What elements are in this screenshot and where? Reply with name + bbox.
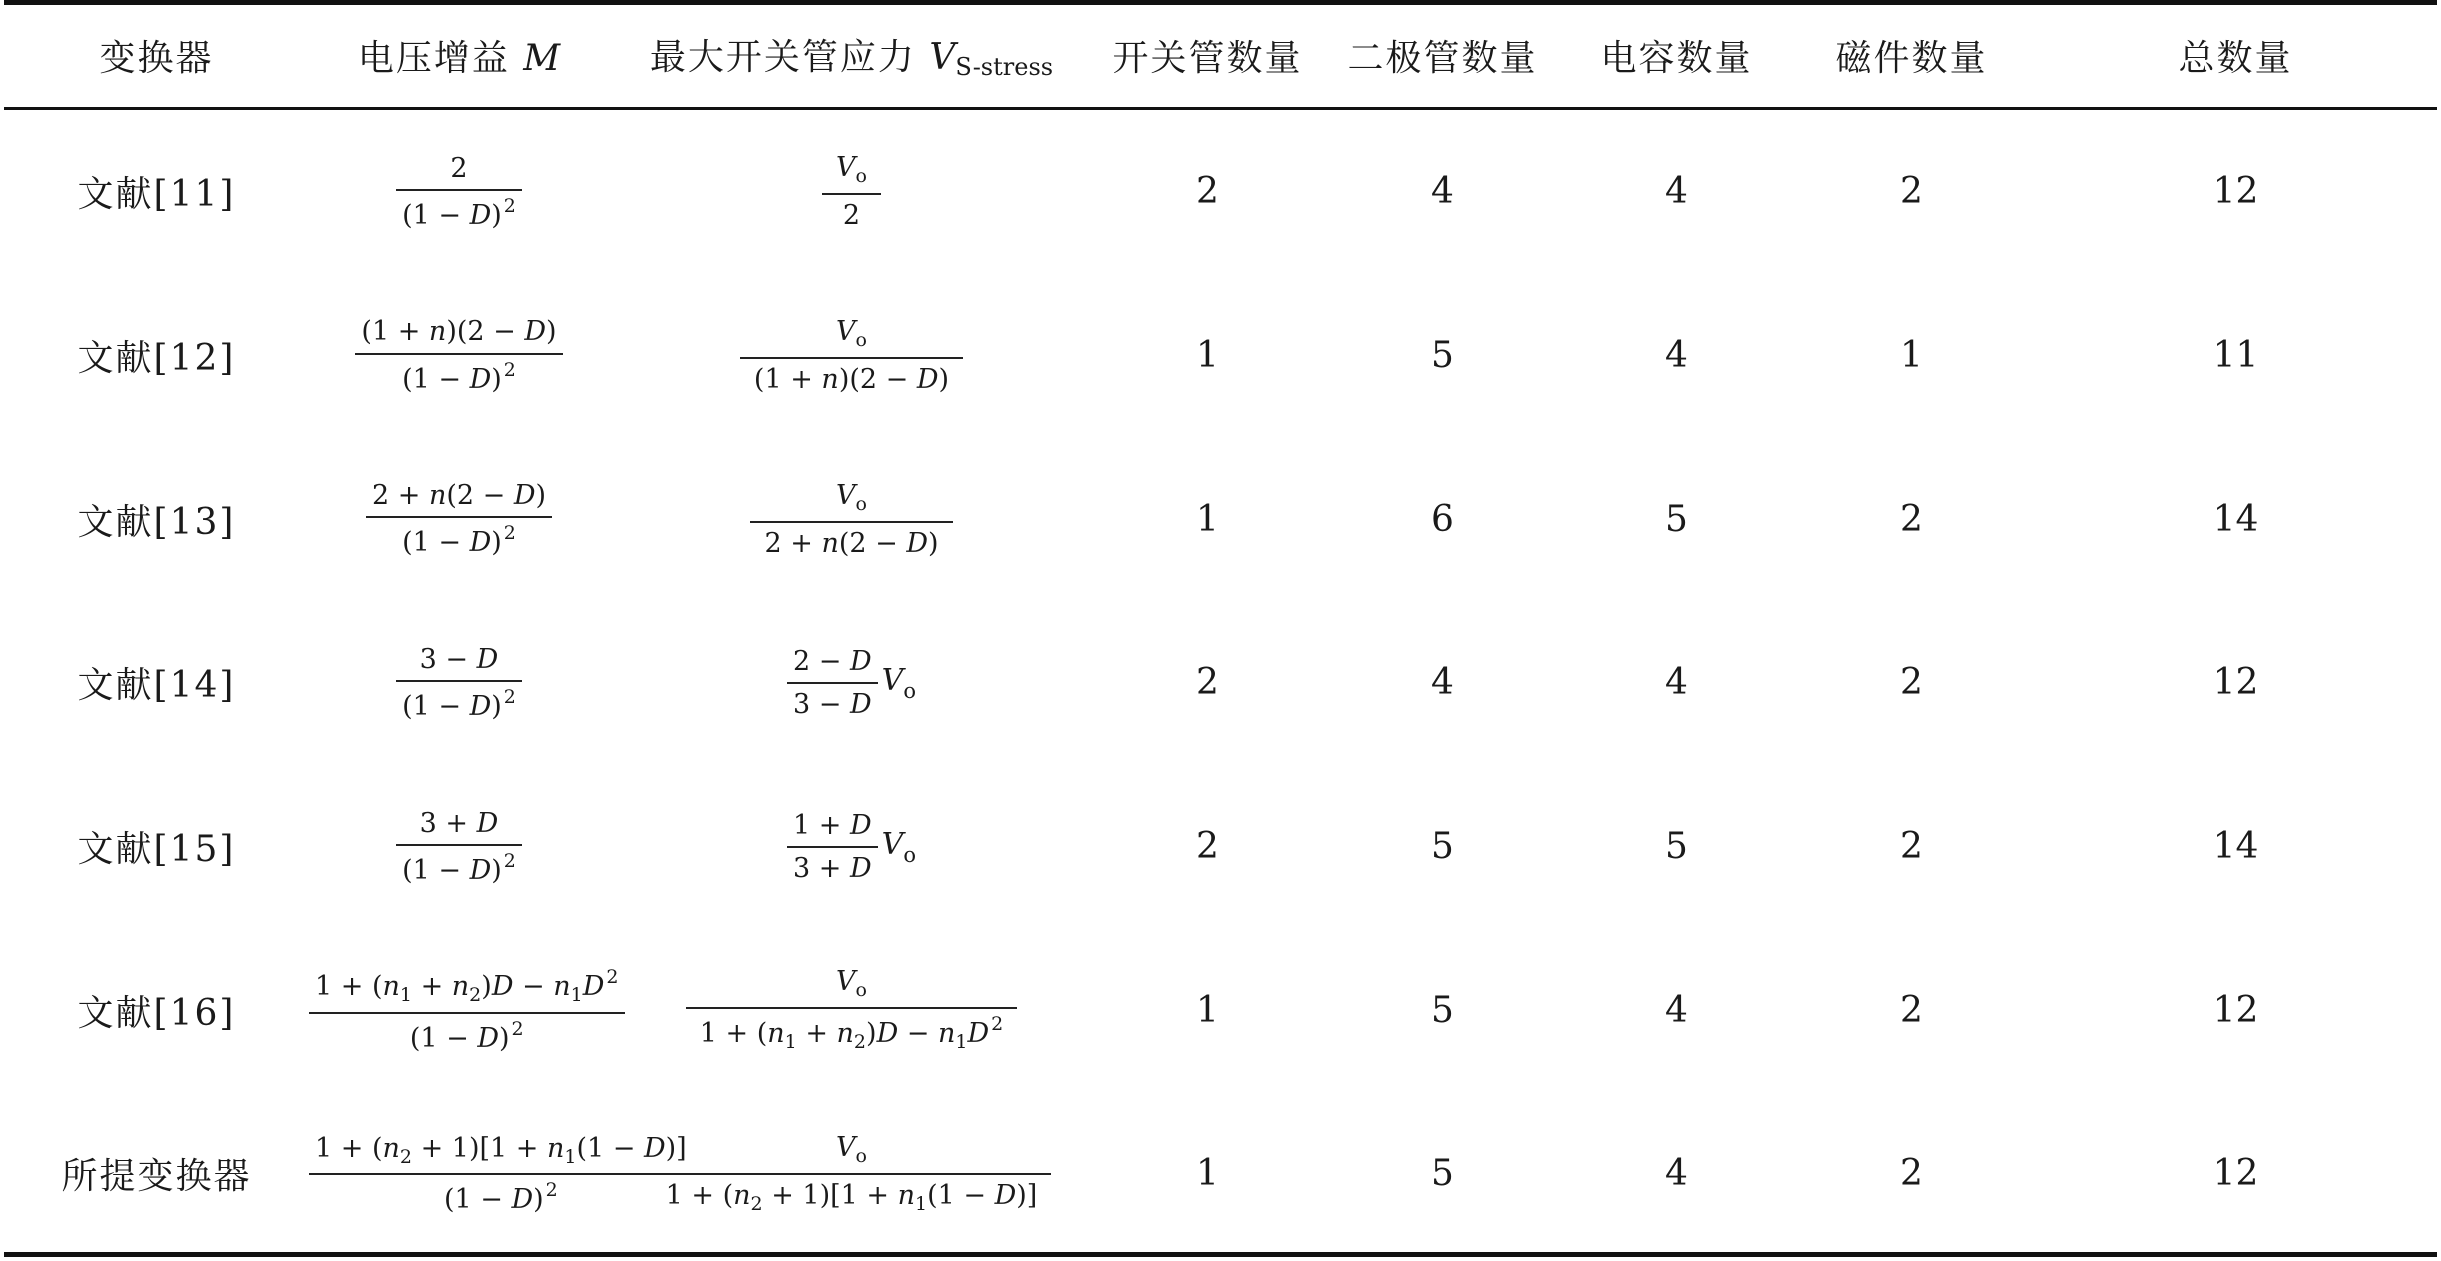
header-capacitors: 电容数量 [1600, 37, 1753, 79]
stress-formula: $\frac{V_o}{1 + (n_1 + n_2)D - n_1D ^2}$ [694, 966, 1010, 1054]
total-count: 14 [2212, 826, 2259, 868]
diode-count: 5 [1431, 1153, 1454, 1195]
total-count: 12 [2212, 1153, 2259, 1195]
gain-cell [309, 274, 609, 438]
stress-formula: $\frac{V_o}{2}$ [830, 152, 873, 231]
table-row [4, 765, 2437, 929]
diode-count: 5 [1431, 826, 1454, 868]
header-gain [309, 0, 609, 110]
diode-count: 5 [1431, 335, 1454, 377]
table-row [4, 110, 2437, 274]
table-row [4, 928, 2437, 1092]
converter-name: 文献[12] [77, 338, 236, 380]
header-converter: 变换器 [99, 37, 214, 79]
stress-cell [609, 437, 1094, 601]
header-row [4, 0, 2437, 110]
header-switches: 开关管数量 [1112, 37, 1303, 79]
gain-formula: $\frac{(1 + n)(2 - D)}{(1 - D) ^2}$ [355, 316, 562, 394]
gain-cell [309, 928, 619, 1092]
capacitor-count: 4 [1665, 1153, 1688, 1195]
stress-cell [609, 601, 1094, 765]
switch-count: 1 [1196, 335, 1219, 377]
total-count: 12 [2212, 989, 2259, 1031]
switch-count: 1 [1196, 989, 1219, 1031]
table-row [4, 1092, 2437, 1256]
header-stress-label: 最大开关管应力 [649, 37, 916, 78]
header-stress [609, 0, 1094, 110]
gain-cell [309, 601, 609, 765]
switch-count: 2 [1196, 826, 1219, 868]
converter-name: 文献[16] [77, 992, 236, 1034]
header-stress-sub: S-stress [955, 53, 1054, 81]
capacitor-count: 4 [1665, 989, 1688, 1031]
stress-cell [609, 765, 1094, 929]
stress-formula: $\frac{V_o}{2 + n(2 - D)}$ [758, 480, 944, 559]
converter-name: 所提变换器 [61, 1156, 252, 1198]
table-row [4, 274, 2437, 438]
magnetic-count: 2 [1900, 826, 1923, 868]
stress-cell [609, 1092, 1094, 1256]
gain-formula: $\frac{1 + (n_2 + 1)[1 + n_1(1 - D)]}{(1 - D) ^2}$ [309, 1133, 693, 1216]
stress-formula: $\frac{2 - D}{3 - D}$ [787, 646, 878, 720]
magnetic-count: 2 [1900, 171, 1923, 213]
gain-formula: $\frac{3 + D}{(1 - D) ^2}$ [396, 808, 522, 886]
diode-count: 4 [1431, 171, 1454, 213]
capacitor-count: 4 [1665, 171, 1688, 213]
capacitor-count: 5 [1665, 826, 1688, 868]
capacitor-count: 5 [1665, 498, 1688, 540]
magnetic-count: 2 [1900, 662, 1923, 704]
gain-formula: $\frac{1 + (n_1 + n_2)D - n_1D ^2}{(1 - D) ^2}$ [309, 967, 625, 1054]
gain-cell [309, 1092, 687, 1256]
magnetic-count: 1 [1900, 335, 1923, 377]
header-stress-symbol: V [929, 37, 956, 78]
header-magnetics: 磁件数量 [1835, 37, 1988, 79]
stress-cell [609, 110, 1094, 274]
stress-tail-vo: $V_o$ [881, 826, 916, 867]
stress-formula: $\frac{V_o}{1 + (n_2 + 1)[1 + n_1(1 - D)]}$ [660, 1132, 1044, 1216]
gain-formula: $\frac{2 + n(2 - D)}{(1 - D) ^2}$ [366, 480, 552, 558]
gain-cell [309, 765, 609, 929]
switch-count: 2 [1196, 171, 1219, 213]
converter-name: 文献[11] [77, 174, 236, 216]
table-row [4, 601, 2437, 765]
total-count: 14 [2212, 498, 2259, 540]
diode-count: 5 [1431, 989, 1454, 1031]
gain-cell [309, 437, 609, 601]
gain-cell [309, 110, 609, 274]
capacitor-count: 4 [1665, 662, 1688, 704]
total-count: 12 [2212, 662, 2259, 704]
header-gain-label: 电压增益 [357, 37, 510, 79]
gain-formula: $\frac{3 - D}{(1 - D) ^2}$ [396, 644, 522, 722]
stress-tail-vo: $V_o$ [881, 662, 916, 703]
switch-count: 2 [1196, 662, 1219, 704]
header-total: 总数量 [2178, 37, 2293, 79]
magnetic-count: 2 [1900, 989, 1923, 1031]
header-diodes: 二极管数量 [1347, 37, 1538, 79]
total-count: 12 [2212, 171, 2259, 213]
diode-count: 6 [1431, 498, 1454, 540]
converter-comparison-table [4, 0, 2437, 1256]
stress-formula: $\frac{1 + D}{3 + D}$ [787, 810, 878, 884]
converter-name: 文献[14] [77, 665, 236, 707]
switch-count: 1 [1196, 1153, 1219, 1195]
header-gain-symbol: M [523, 37, 561, 79]
stress-cell [609, 928, 1094, 1092]
converter-name: 文献[15] [77, 829, 236, 871]
stress-cell [609, 274, 1094, 438]
magnetic-count: 2 [1900, 498, 1923, 540]
converter-name: 文献[13] [77, 501, 236, 543]
capacitor-count: 4 [1665, 335, 1688, 377]
stress-formula: $\frac{V_o}{(1 + n)(2 - D)}$ [748, 316, 955, 395]
table-row [4, 437, 2437, 601]
total-count: 11 [2212, 335, 2259, 377]
diode-count: 4 [1431, 662, 1454, 704]
gain-formula: $\frac{2}{(1 - D) ^2}$ [396, 153, 522, 231]
magnetic-count: 2 [1900, 1153, 1923, 1195]
switch-count: 1 [1196, 498, 1219, 540]
